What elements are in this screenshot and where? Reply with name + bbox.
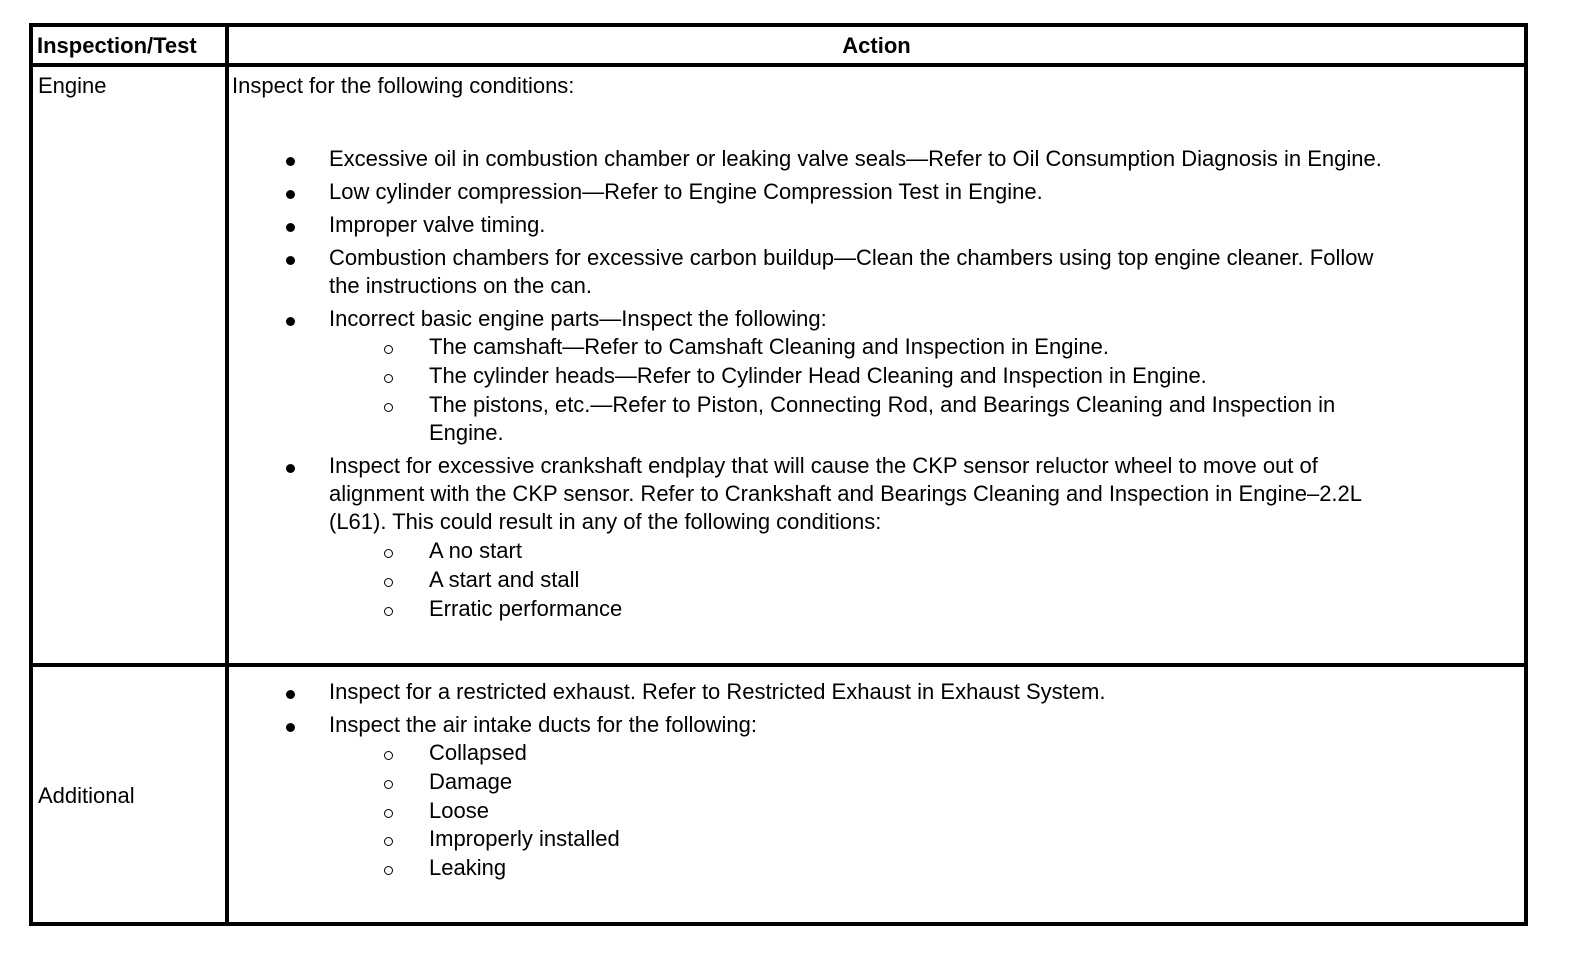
engine-condition-item: Erratic performance <box>429 596 623 621</box>
engine-part-item: The pistons, etc.—Refer to Piston, Connecting Rod, and Bearings Cleaning and Inspection in <box>429 392 1336 417</box>
header-inspection-test: Inspection/Test <box>37 33 197 58</box>
duct-condition-item: Damage <box>429 769 513 794</box>
duct-condition-item: Loose <box>429 798 489 823</box>
bullet-icon <box>286 464 295 473</box>
bullet-icon <box>286 223 295 232</box>
sub-bullet-icon <box>384 374 393 383</box>
engine-part-item-continued: Engine. <box>429 420 504 445</box>
engine-item: Improper valve timing. <box>329 212 546 237</box>
engine-item-continued: the instructions on the can. <box>329 273 592 298</box>
bullet-icon <box>286 256 295 265</box>
column-divider <box>225 27 229 922</box>
bullet-icon <box>286 190 295 199</box>
engine-item-continued: (L61). This could result in any of the following conditions: <box>329 509 882 534</box>
bullet-icon <box>286 157 295 166</box>
sub-bullet-icon <box>384 345 393 354</box>
sub-bullet-icon <box>384 866 393 875</box>
engine-condition-item: A start and stall <box>429 567 580 592</box>
duct-condition-item: Leaking <box>429 855 507 880</box>
header-divider <box>33 63 1524 67</box>
header-action: Action <box>842 33 911 58</box>
bullet-icon <box>286 690 295 699</box>
duct-condition-item: Collapsed <box>429 740 527 765</box>
inspection-table <box>29 23 1528 926</box>
row-label-additional: Additional <box>38 783 135 808</box>
engine-item: Inspect for excessive crankshaft endplay that will cause the CKP sensor reluctor wheel to move out of <box>329 453 1318 478</box>
engine-item: Incorrect basic engine parts—Inspect the following: <box>329 306 827 331</box>
engine-item: Excessive oil in combustion chamber or leaking valve seals—Refer to Oil Consumption Diagnosis in Engine. <box>329 146 1382 171</box>
bullet-icon <box>286 317 295 326</box>
row-divider <box>33 663 1524 667</box>
engine-item: Combustion chambers for excessive carbon buildup—Clean the chambers using top engine cleaner. Follow <box>329 245 1374 270</box>
sub-bullet-icon <box>384 751 393 760</box>
sub-bullet-icon <box>384 809 393 818</box>
engine-part-item: The cylinder heads—Refer to Cylinder Head Cleaning and Inspection in Engine. <box>429 363 1207 388</box>
sub-bullet-icon <box>384 780 393 789</box>
engine-part-item: The camshaft—Refer to Camshaft Cleaning and Inspection in Engine. <box>429 334 1109 359</box>
bullet-icon <box>286 723 295 732</box>
additional-item: Inspect for a restricted exhaust. Refer to Restricted Exhaust in Exhaust System. <box>329 679 1106 704</box>
sub-bullet-icon <box>384 403 393 412</box>
sub-bullet-icon <box>384 837 393 846</box>
sub-bullet-icon <box>384 549 393 558</box>
row-label-engine: Engine <box>38 73 107 98</box>
sub-bullet-icon <box>384 578 393 587</box>
engine-item: Low cylinder compression—Refer to Engine Compression Test in Engine. <box>329 179 1043 204</box>
engine-condition-item: A no start <box>429 538 522 563</box>
sub-bullet-icon <box>384 607 393 616</box>
duct-condition-item: Improperly installed <box>429 826 620 851</box>
engine-intro: Inspect for the following conditions: <box>232 73 575 98</box>
additional-item: Inspect the air intake ducts for the following: <box>329 712 758 737</box>
engine-item-continued: alignment with the CKP sensor. Refer to Crankshaft and Bearings Cleaning and Inspection in Engine–2.2L <box>329 481 1363 506</box>
